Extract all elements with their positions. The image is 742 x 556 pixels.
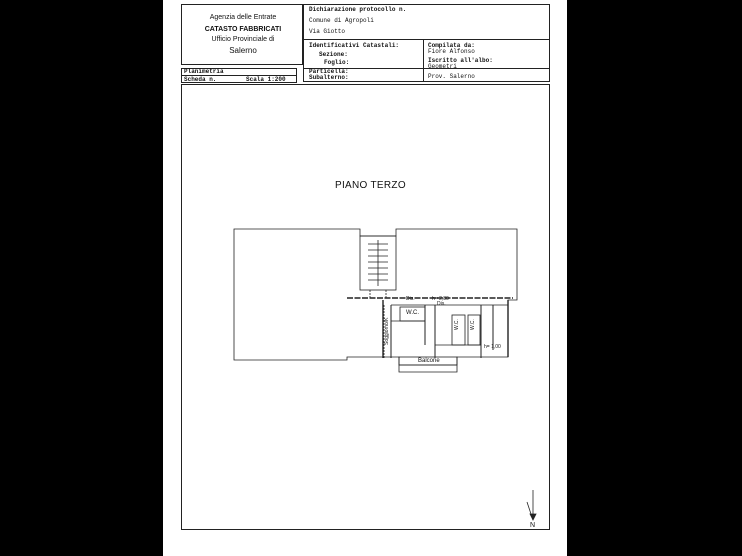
soggiorno-label: Soggiorno/K (384, 317, 390, 345)
albo-value: Geometri (428, 63, 457, 70)
via-label: Via Giotto (309, 28, 346, 35)
compilata-label: Compilata da: (428, 42, 475, 49)
planimetria-label: Planimetria (184, 68, 224, 75)
floor-plan-drawing (163, 0, 567, 556)
identificativi-label: Identificativi Catastali: (309, 42, 400, 49)
particella-label: Particella: (309, 68, 349, 75)
sezione-label: Sezione: (319, 51, 348, 58)
comune-label: Comune di Agropoli (309, 17, 374, 24)
scheda-label: Scheda n. (184, 76, 217, 83)
wc-label-1: W.C. (406, 310, 419, 316)
dis-label-1: Dis. (406, 296, 415, 302)
scala-label: Scala 1:200 (246, 76, 286, 83)
foglio-label: Foglio: (324, 59, 350, 66)
height-label-100: h= 1,00 (484, 344, 501, 350)
wc-label-2: W.C. (454, 319, 460, 330)
agency-line-1: Agenzia delle Entrate (209, 14, 277, 21)
plan-title: PIANO TERZO (335, 180, 406, 191)
agency-line-4: Salerno (229, 46, 257, 55)
protocol-label: Dichiarazione protocollo n. (309, 6, 407, 13)
agency-line-2: CATASTO FABBRICATI (204, 26, 282, 33)
wc-label-3: W.C. (470, 319, 476, 330)
compilatore-name: Fiore Alfonso (428, 48, 475, 55)
height-label-280: h= 2,80 (432, 296, 449, 302)
north-label: N (530, 522, 536, 529)
iscritto-label: Iscritto all'albo: (428, 57, 493, 64)
dis-label-2: Dis. (437, 301, 446, 307)
prov-label: Prov. Salerno (428, 73, 475, 80)
subalterno-label: Subalterno: (309, 74, 349, 81)
cadastral-sheet (163, 0, 567, 556)
balcone-label: Balcone (418, 358, 440, 364)
agency-line-3: Ufficio Provinciale di (211, 36, 275, 43)
